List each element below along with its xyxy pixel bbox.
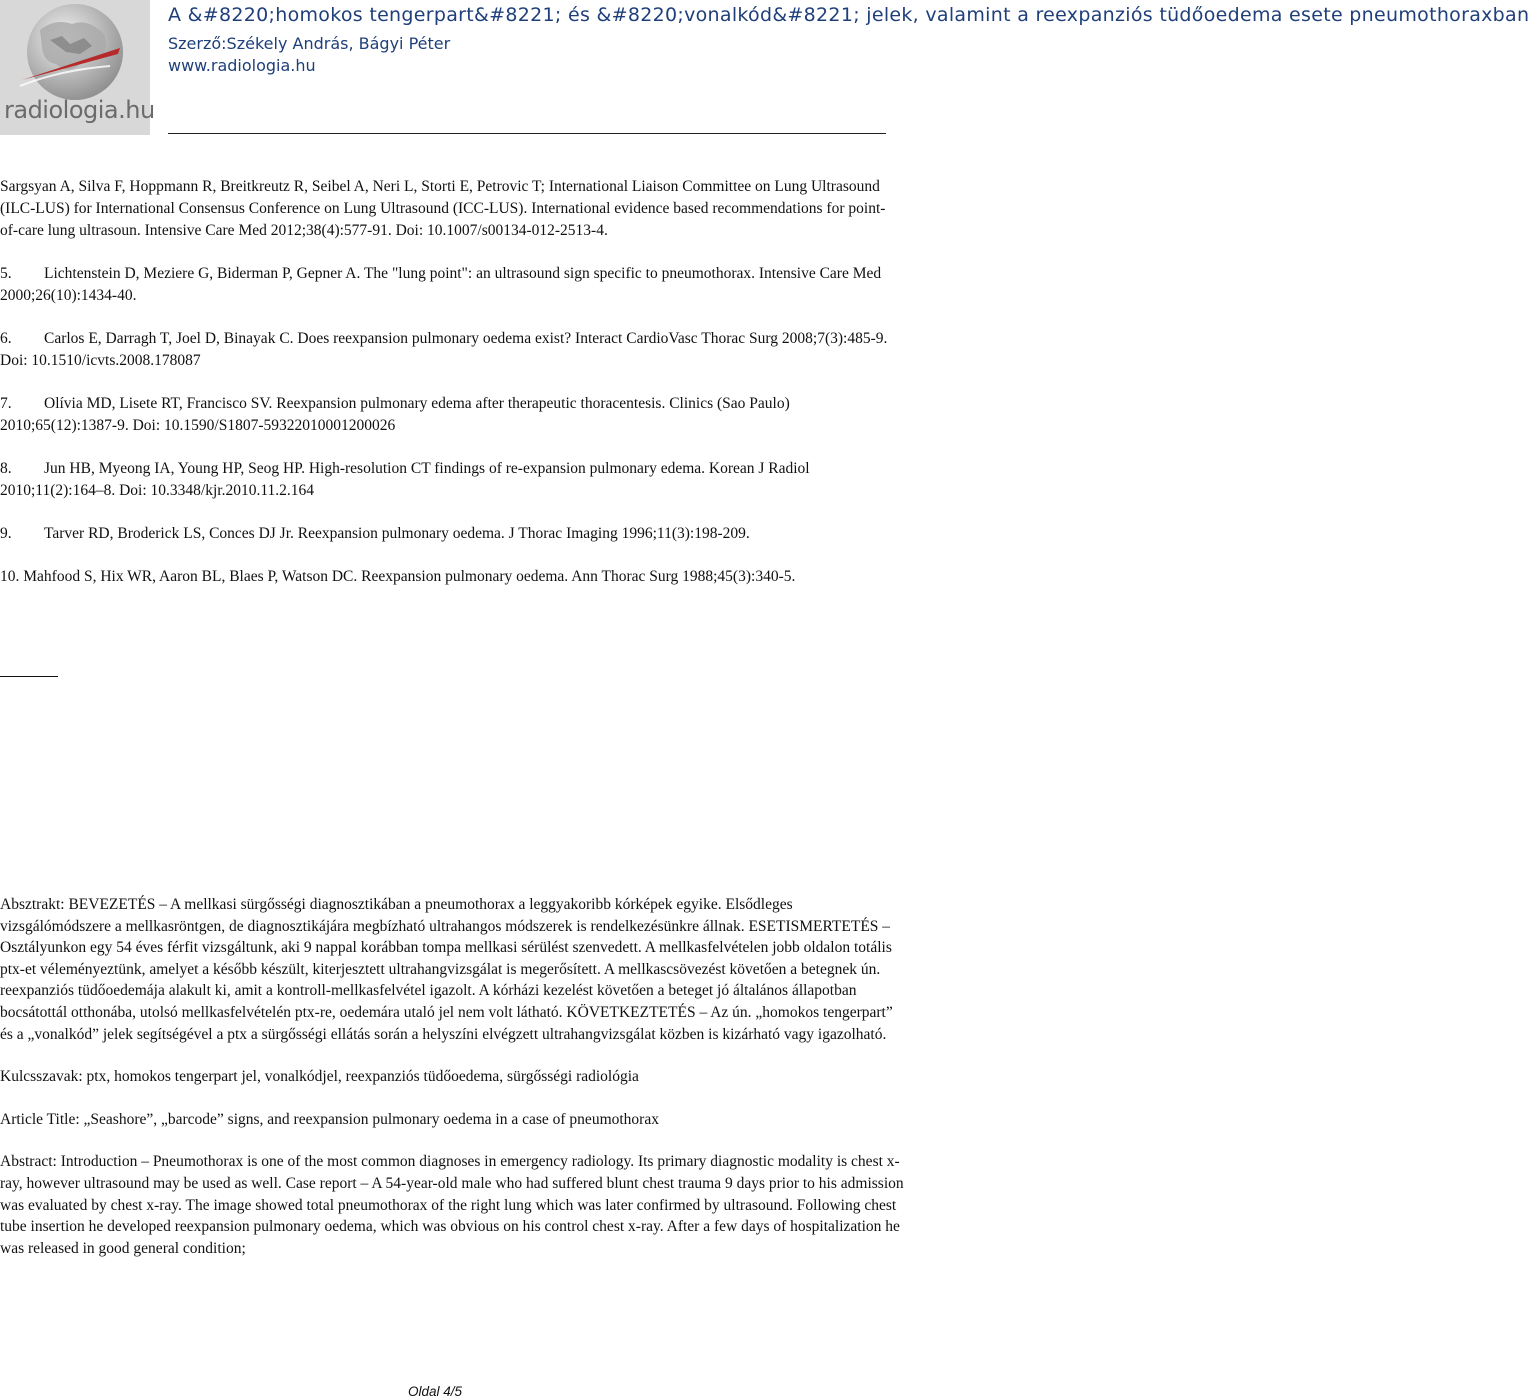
reference-text: Olívia MD, Lisete RT, Francisco SV. Reexpansion pulmonary edema after therapeutic thoracentesis. Clinics (Sao Paulo) 2010;65(12):1387-9. Doi: 10.1590/S1807-59322010001200026 — [0, 395, 790, 434]
abstract-english: Abstract: Introduction – Pneumothorax is one of the most common diagnoses in emergency radiology. Its primary diagnostic modality is chest x-ray, however ultrasound may be used as well. Case report – A 54-year-old male who had suffered blunt chest trauma 9 days prior to his admission was evaluated by chest x-ray. The image showed total pneumothorax of the right lung which was later confirmed by ultrasound. Following chest tube insertion he developed reexpansion pulmonary oedema, which was obvious on his control chest x-ray. After a few days of hospitalization he was released in good general condition; — [0, 1153, 904, 1257]
reference-text: Mahfood S, Hix WR, Aaron BL, Blaes P, Watson DC. Reexpansion pulmonary oedema. Ann Thorac Surg 1988;45(3):340-5. — [23, 568, 796, 585]
reference-item — [0, 566, 900, 588]
article-title-english: Article Title: „Seashore”, „barcode” signs, and reexpansion pulmonary oedema in a case of pneumothorax — [0, 1110, 659, 1128]
keywords: Kulcsszavak: ptx, homokos tengerpart jel, vonalkódjel, reexpanziós tüdőoedema, sürgősségi radiológia — [0, 1068, 639, 1086]
page-header — [0, 0, 1529, 140]
abstract-hungarian: Absztrakt: BEVEZETÉS – A mellkasi sürgősségi diagnosztikában a pneumothorax a leggyakoribb kórképek egyike. Elsődleges vizsgálómódszere a mellkasröntgen, de diagnosztikájára megbízható ultrahangos módszerek is rendelkezésünkre állnak. ESETISMERTETÉS – Osztályunkon egy 54 éves férfit vizsgáltunk, aki 9 nappal korábban tompa mellkasi sérülést szenvedett. A mellkasfelvételen jobb oldalon totális ptx-et véleményeztünk, amelyet a később készült, kiterjesztett ultrahangvizsgálat is megerősített. A mellkascsövezést követően a betegnek ún. reexpanziós tüdőoedemája alakult ki, amit a kontroll-mellkasfelvétel igazolt. A kórházi kezelést követően a beteget jó általános állapotban bocsátottál otthonába, utolsó mellkasfelvételén ptx-re, oedemára utaló jel nem volt látható. KÖVETKEZTETÉS – Az ún. „homokos tengerpart” és a „vonalkód” jelek segítségével a ptx a sürgősségi ellátás során a helyszíni elvégzett ultrahangvizsgálat közben is kizárható vagy igazolható. — [0, 896, 893, 1043]
logo-wordmark: radiologia.hu — [4, 96, 155, 124]
reference-item — [0, 458, 900, 502]
reference-text: Tarver RD, Broderick LS, Conces DJ Jr. Reexpansion pulmonary oedema. J Thorac Imaging 1996;11(3):198-209. — [44, 525, 750, 542]
reference-text: Jun HB, Myeong IA, Young HP, Seog HP. High-resolution CT findings of re-expansion pulmonary edema. Korean J Radiol 2010;11(2):164–8. Doi: 10.3348/kjr.2010.11.2.164 — [0, 460, 810, 499]
page-footer — [0, 1384, 870, 1399]
reference-number: 5. — [0, 265, 12, 282]
reference-number: 10. — [0, 568, 20, 585]
reference-number: 9. — [0, 525, 12, 542]
header-divider — [168, 133, 886, 134]
reference-number: 7. — [0, 395, 12, 412]
abstract-section — [0, 894, 905, 1280]
document-authors: Szerző:Székely András, Bágyi Péter — [168, 34, 451, 53]
footnote-divider — [0, 676, 58, 677]
website-url[interactable]: www.radiologia.hu — [168, 56, 316, 75]
reference-text: Sargsyan A, Silva F, Hoppmann R, Breitkreutz R, Seibel A, Neri L, Storti E, Petrovic T; International Liaison Committee on Lung Ultrasound (ILC-LUS) for International Consensus Conference on Lung Ultrasound (ICC-LUS). International evidence based recommendations for point-of-care lung ultrasoun. Intensive Care Med 2012;38(4):577-91. Doi: 10.1007/s00134-012-2513-4. — [0, 178, 886, 239]
document-title: A &#8220;homokos tengerpart&#8221; és &#8220;vonalkód&#8221; jelek, valamint a reexpanziós tüdőoedema esete pneumothoraxban — [168, 4, 1529, 26]
reference-item — [0, 328, 900, 372]
page-number: Oldal 4/5 — [407, 1384, 463, 1399]
reference-item — [0, 176, 900, 242]
reference-item — [0, 523, 900, 545]
reference-number: 6. — [0, 330, 12, 347]
reference-number: 8. — [0, 460, 12, 477]
reference-item — [0, 393, 900, 437]
reference-text: Carlos E, Darragh T, Joel D, Binayak C. Does reexpansion pulmonary oedema exist? Interact CardioVasc Thorac Surg 2008;7(3):485-9. Doi: 10.1510/icvts.2008.178087 — [0, 330, 888, 369]
reference-list — [0, 176, 900, 609]
reference-text: Lichtenstein D, Meziere G, Biderman P, Gepner A. The "lung point": an ultrasound sign specific to pneumothorax. Intensive Care Med 2000;26(10):1434-40. — [0, 265, 882, 304]
reference-item — [0, 263, 900, 307]
